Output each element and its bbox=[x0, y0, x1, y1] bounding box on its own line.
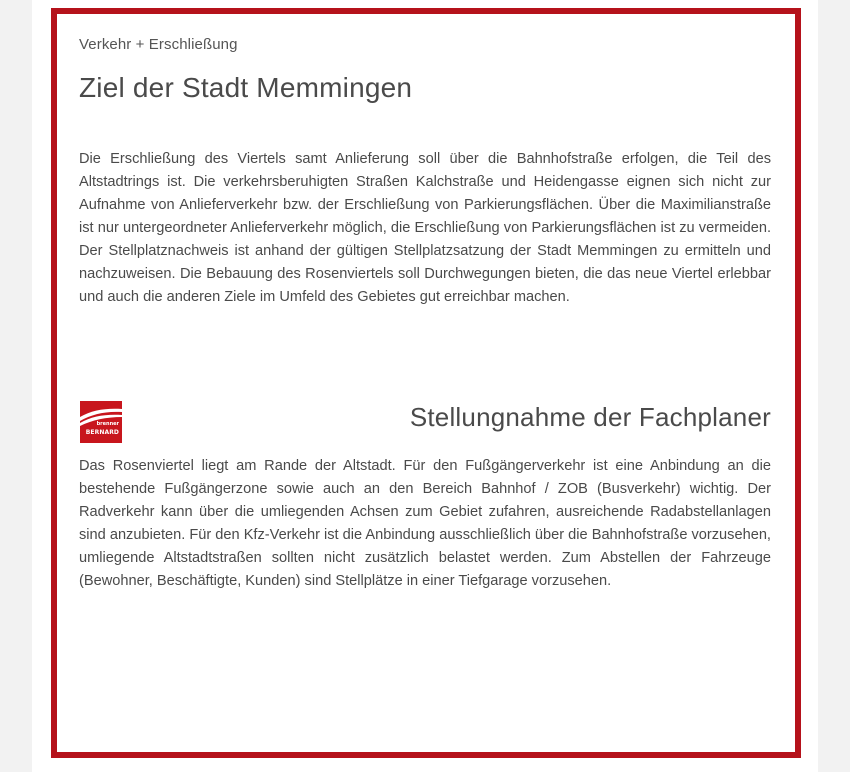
category-label: Verkehr + Erschließung bbox=[79, 36, 238, 53]
section-title-planners: Stellungnahme der Fachplaner bbox=[409, 402, 771, 432]
logo-text-bernard: BERNARD bbox=[85, 429, 119, 436]
section-text-city-goal: Die Erschließung des Viertels samt Anlieferung soll über die Bahnhofstraße erfolgen, die Teil des Altstadtrings ist. Die verkehrsberuhigten Straßen Kalchstraße und Heidengasse eignen sich nicht zur Aufnahme von Anlieferverkehr bzw. der Erschließung von Parkierungsflächen. Über die Maximilianstraße ist nur untergeordneter Anlieferverkehr möglich, die Erschließung von Parkierungsflächen ist zu vermeiden. Der Stellplatznachweis ist anhand der gültigen Stellplatzsatzung der Stadt Memmingen zu ermitteln und nachzuweisen. Die Bebauung des Rosenviertels soll Durchwegungen bieten, die das neue Viertel erlebbar und auch die anderen Ziele im Umfeld des Gebietes gut erreichbar machen. bbox=[79, 151, 771, 305]
logo-text-brenner: brenner bbox=[96, 421, 119, 427]
section-title-city-goal: Ziel der Stadt Memmingen bbox=[79, 72, 413, 103]
red-frame bbox=[51, 8, 801, 758]
brenner-bernard-logo bbox=[80, 401, 122, 443]
section-text-planners: Das Rosenviertel liegt am Rande der Altstadt. Für den Fußgängerverkehr ist eine Anbindung an die bestehende Fußgängerzone sowie auch an den Bereich Bahnhof / ZOB (Busverkehr) wichtig. Der Radverkehr kann über die umliegenden Achsen zum Gebiet zufahren, ausreichende Radabstellanlagen sind anzubieten. Für den Kfz-Verkehr ist die Anbindung ausschließlich über die Bahnhofstraße vorzusehen, umliegende Altstadtstraßen sollten nicht zusätzlich belastet werden. Zum Abstellen der Fahrzeuge (Bewohner, Beschäftigte, Kunden) sind Stellplätze in einer Tiefgarage vorzusehen. bbox=[79, 458, 771, 589]
